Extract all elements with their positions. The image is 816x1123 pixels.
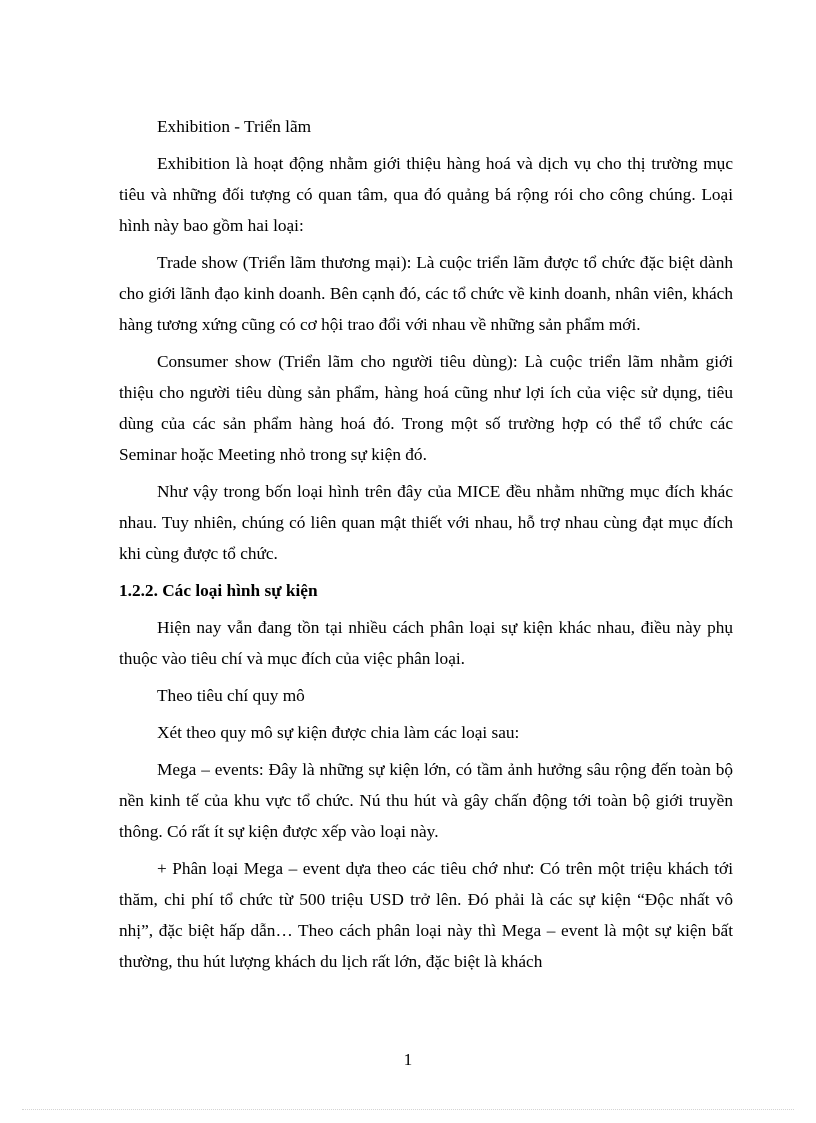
- paragraph-scale-criteria: Theo tiêu chí quy mô: [157, 686, 305, 705]
- section-heading: 1.2.2. Các loại hình sự kiện: [119, 581, 318, 600]
- paragraph-scale-types: Xét theo quy mô sự kiện được chia làm các loại sau:: [157, 723, 520, 742]
- page-number: 1: [403, 1050, 413, 1069]
- paragraph-exhibition-title: Exhibition - Triển lãm: [157, 117, 312, 136]
- paragraph-mega-events: Mega – events: Đây là những sự kiện lớn, có tầm ảnh hưởng sâu rộng đến toàn bộ nền kinh tế của khu vực tổ chức. Nú thu hút và gây chấn động tới toàn bộ giới truyền thông. Có rất ít sự kiện được xếp vào loại này.: [119, 760, 733, 841]
- page-bottom-divider: [22, 1109, 794, 1110]
- paragraph-mega-event-criteria: + Phân loại Mega – event dựa theo các tiêu chớ như: Có trên một triệu khách tới thăm, chi phí tổ chức từ 500 triệu USD trở lên. Đó phải là các sự kiện “Độc nhất vô nhị”, đặc biệt hấp dẫn… Theo cách phân loại này thì Mega – event là một sự kiện bất thường, thu hút lượng khách du lịch rất lớn, đặc biệt là khách: [119, 859, 733, 971]
- paragraph-trade-show: Trade show (Triển lãm thương mại): Là cuộc triển lãm được tổ chức đặc biệt dành cho giới lãnh đạo kinh doanh. Bên cạnh đó, các tổ chức về kinh doanh, nhân viên, khách hàng tương xứng cũng có cơ hội trao đổi với nhau về những sản phẩm mới.: [119, 253, 733, 334]
- paragraph-consumer-show: Consumer show (Triển lãm cho người tiêu dùng): Là cuộc triển lãm nhằm giới thiệu cho người tiêu dùng sản phẩm, hàng hoá cũng như lợi ích của việc sử dụng, tiêu dùng của các sản phẩm hàng hoá đó. Trong một số trường hợp có thể tổ chức các Seminar hoặc Meeting nhỏ trong sự kiện đó.: [119, 352, 733, 464]
- paragraph-exhibition-definition: Exhibition là hoạt động nhằm giới thiệu hàng hoá và dịch vụ cho thị trường mục tiêu và những đối tượng có quan tâm, qua đó quảng bá rộng rói cho công chúng. Loại hình này bao gồm hai loại:: [119, 154, 733, 235]
- paragraph-event-classification: Hiện nay vẫn đang tồn tại nhiều cách phân loại sự kiện khác nhau, điều này phụ thuộc vào tiêu chí và mục đích của việc phân loại.: [119, 618, 733, 668]
- paragraph-mice-summary: Như vậy trong bốn loại hình trên đây của MICE đều nhằm những mục đích khác nhau. Tuy nhiên, chúng có liên quan mật thiết với nhau, hỗ trợ nhau cùng đạt mục đích khi cùng được tổ chức.: [119, 482, 733, 563]
- page-body: [119, 111, 733, 983]
